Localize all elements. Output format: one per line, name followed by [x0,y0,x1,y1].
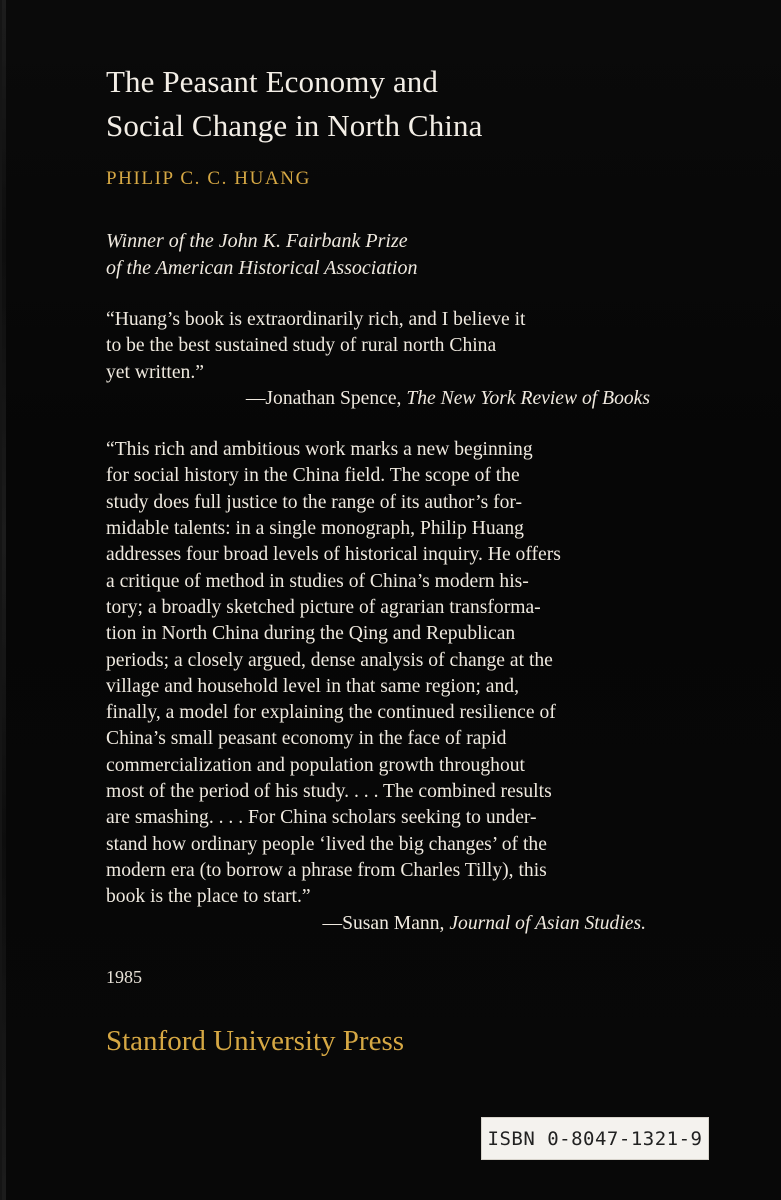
quote-line: most of the period of his study. . . . The combined results [106,781,552,803]
quote-line: “This rich and ambitious work marks a new beginning [106,439,533,461]
attribution-source: Journal of Asian Studies. [449,912,646,934]
quote-line: for social history in the China field. The scope of the [106,465,520,487]
author-name: PHILIP C. C. HUANG [106,168,311,189]
prize-line: of the American Historical Association [106,257,418,279]
prize-statement [106,228,666,282]
prize-line: Winner of the John K. Fairbank Prize [106,230,408,252]
quote-line: stand how ordinary people ‘lived the big changes’ of the [106,833,547,855]
quote-line: tion in North China during the Qing and Republican [106,623,516,645]
quote-line: finally, a model for explaining the continued resilience of [106,702,556,724]
quote-line: to be the best sustained study of rural north China [106,335,497,357]
quote-line: China’s small peasant economy in the face of rapid [106,728,507,750]
quote-attribution [106,911,666,937]
publication-year: 1985 [106,966,142,987]
cover-wear-edge [2,0,6,1200]
quote-line: yet written.” [106,361,204,383]
quote-line: periods; a closely argued, dense analysis of change at the [106,649,553,671]
quote-line: “Huang’s book is extraordinarily rich, and I believe it [106,309,526,330]
title-line: The Peasant Economy and [106,64,439,99]
book-title [106,60,666,148]
isbn-label [481,1117,709,1160]
review-quote-spence [106,307,666,412]
quote-line: book is the place to start.” [106,886,311,908]
quote-line: midable talents: in a single monograph, Philip Huang [106,518,524,540]
review-quote-mann [106,437,666,937]
attribution-name: —Jonathan Spence, [245,387,402,409]
quote-line: commercialization and population growth throughout [106,754,525,776]
publisher-name: Stanford University Press [106,1024,405,1057]
quote-attribution [106,386,666,412]
title-line: Social Change in North China [106,108,483,143]
attribution-name: —Susan Mann, [322,912,445,934]
isbn-number: ISBN 0-8047-1321-9 [487,1127,703,1150]
quote-line: study does full justice to the range of its author’s for- [106,491,523,513]
quote-line: village and household level in that same region; and, [106,675,519,697]
quote-line: are smashing. . . . For China scholars seeking to under- [106,807,537,829]
attribution-source: The New York Review of Books [406,387,650,409]
quote-line: modern era (to borrow a phrase from Charles Tilly), this [106,859,547,881]
cover-content [106,60,666,1058]
quote-line: a critique of method in studies of China’s modern his- [106,570,529,592]
quote-line: tory; a broadly sketched picture of agrarian transforma- [106,596,541,618]
quote-line: addresses four broad levels of historical inquiry. He offers [106,544,561,566]
